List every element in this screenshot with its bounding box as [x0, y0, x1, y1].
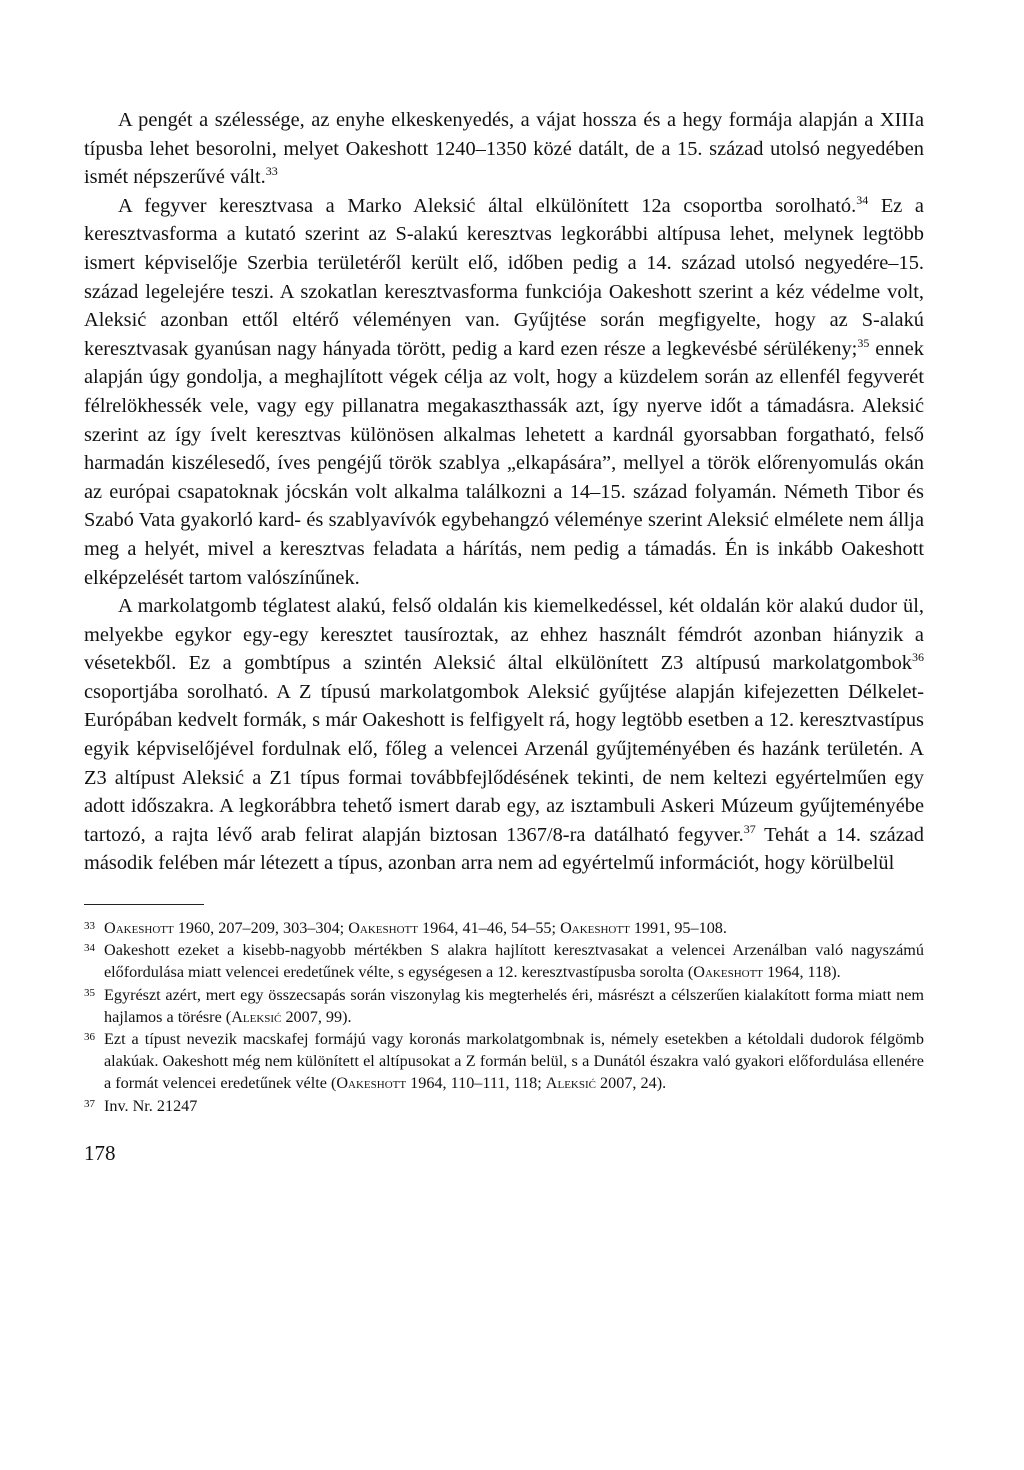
- footnote-ref: 34: [856, 192, 869, 207]
- text-run: 1964, 110–111, 118;: [406, 1074, 546, 1093]
- text-run: 2007, 24).: [595, 1074, 667, 1093]
- text-run: 1964, 41–46, 54–55;: [417, 919, 561, 938]
- footnote: [84, 984, 924, 1028]
- footnote-ref: 33: [265, 164, 278, 179]
- footnote: [84, 917, 924, 939]
- author-name: Aleksić: [545, 1074, 596, 1093]
- author-name: Oakeshott: [336, 1074, 407, 1093]
- footnote-number: 34: [84, 942, 95, 955]
- footnote-number: 33: [84, 920, 95, 933]
- author-name: Oakeshott: [693, 963, 764, 982]
- paragraph: [84, 192, 924, 592]
- text-run: Tehát a 14. század második felében már létezett a típus, azonban arra nem ad egyértelmű információt, hogy körülbelül: [84, 823, 924, 875]
- text-run: 1964, 118).: [763, 963, 841, 982]
- author-name: Oakeshott: [348, 919, 418, 938]
- text-run: Oakeshott ezeket a kisebb-nagyobb mértékben S alakra hajlított keresztvasakat a velencei Arzenálban való nagyszámú előfordulása miatt velencei eredetűnek vélte, s egységesen a 12. keresztvastípusba sorolta (: [104, 941, 924, 982]
- footnote: [84, 939, 924, 983]
- footnote-ref: 37: [743, 821, 756, 836]
- text-run: Egyrészt azért, mert egy összecsapás során viszonylag kis megterhelés éri, másrészt a célszerűen kialakított forma miatt nem hajlamos a törésre (: [104, 985, 924, 1026]
- footnotes: [84, 917, 924, 1117]
- text-run: Inv. Nr. 21247: [104, 1096, 198, 1115]
- text-run: A markolatgomb téglatest alakú, felső oldalán kis kiemelkedéssel, két oldalán kör alakú dudor ül, melyekbe egykor egy-egy keresztet tausíroztak, az ehhez használt fémdrót azonban hiányzik a vésetekből. Ez a gombtípus a szintén Aleksić által elkülönített Z3 altípusú markolatgombok: [84, 595, 924, 675]
- text-run: Ez a keresztvasforma a kutató szerint az S-alakú keresztvas legkorábbi altípusa lehet, melynek legtöbb ismert képviselője Szerbia területéről került elő, időben pedig a 14. század utolsó negyedére–15. század legelejére teszi. A szokatlan keresztvasforma funkciója Oakeshott szerint a kéz védelme volt, Aleksić azonban ettől eltérő véleményen van. Gyűjtése során megfigyelte, hogy az S-alakú keresztvasak gyanúsan nagy hányada törött, pedig a kard ezen része a legkevésbé sérülékeny;: [84, 194, 924, 360]
- footnote: [84, 1095, 924, 1117]
- paragraph: [84, 592, 924, 878]
- page: [84, 106, 924, 1166]
- author-name: Oakeshott: [560, 919, 630, 938]
- text-run: csoportjába sorolható. A Z típusú markolatgombok Aleksić gyűjtése alapján kifejezetten Délkelet-Európában kedvelt formák, s már Oakeshott is felfigyelt rá, hogy legtöbb esetben a 12. keresztvastípus egyik képviselőjével fordulnak elő, főleg a velencei Arzenál gyűjteményében és hazánk területén. A Z3 altípust Aleksić a Z1 típus formai továbbfejlődésének tekinti, de nem keltezi egyértelműen egy adott időszakra. A legkorábbra tehető ismert darab egy, az isztambuli Askeri Múzeum gyűjteményébe tartozó, a rajta lévő arab felirat alapján biztosan 1367/8-ra datálható fegyver.: [84, 680, 924, 846]
- paragraph: [84, 106, 924, 192]
- text-run: A pengét a szélessége, az enyhe elkeskenyedés, a vájat hossza és a hegy formája alapján a XIIIa típusba lehet besorolni, melyet Oakeshott 1240–1350 közé datált, de a 15. század utolsó negyedében ismét népszerűvé vált.: [84, 109, 924, 189]
- footnote-number: 37: [84, 1097, 95, 1110]
- text-run: 1960, 207–209, 303–304;: [173, 919, 349, 938]
- footnote-separator: [84, 904, 204, 905]
- footnote-ref: 36: [912, 650, 924, 665]
- footnote: [84, 1028, 924, 1095]
- footnote-ref: 35: [857, 335, 870, 350]
- text-run: 1991, 95–108.: [629, 919, 727, 938]
- text-run: Ezt a típust nevezik macskafej formájú vagy koronás markolatgombnak is, némely esetekben a kétoldali dudorok félgömb alakúak. Oakeshott még nem különített el altípusokat a Z formán belül, s a Dunától északra való gyakori előfordulása ellenére a formát velencei eredetűnek vélte (: [104, 1030, 924, 1093]
- footnote-number: 35: [84, 986, 95, 999]
- page-number: 178: [84, 1140, 116, 1165]
- body-text: [84, 106, 924, 878]
- footnote-number: 36: [84, 1031, 95, 1044]
- text-run: ennek alapján úgy gondolja, a meghajlított végek célja az volt, hogy a küzdelem során az ellenfél fegyverét félrelökhessék vele, vagy egy pillanatra megakaszthassák azt, így nyerve időt a támadásra. Aleksić szerint az így ívelt keresztvas különösen alkalmas lehetett a kardnál gyorsabban forgatható, felső harmadán kiszélesedő, íves pengéjű török szablya „elkapására”, mellyel a török előrenyomulás okán az európai csapatoknak jócskán volt alkalma találkozni a 14–15. század folyamán. Németh Tibor és Szabó Vata gyakorló kard- és szablyavívók egybehangzó véleménye szerint Aleksić elmélete nem állja meg a helyét, mivel a keresztvas feladata a hárítás, nem pedig a támadás. Én is inkább Oakeshott elképzelését tartom valószínűnek.: [84, 337, 924, 589]
- text-run: A fegyver keresztvasa a Marko Aleksić által elkülönített 12a csoportba sorolható.: [118, 194, 857, 217]
- author-name: Oakeshott: [104, 919, 174, 938]
- text-run: 2007, 99).: [281, 1007, 352, 1026]
- author-name: Aleksić: [231, 1007, 282, 1026]
